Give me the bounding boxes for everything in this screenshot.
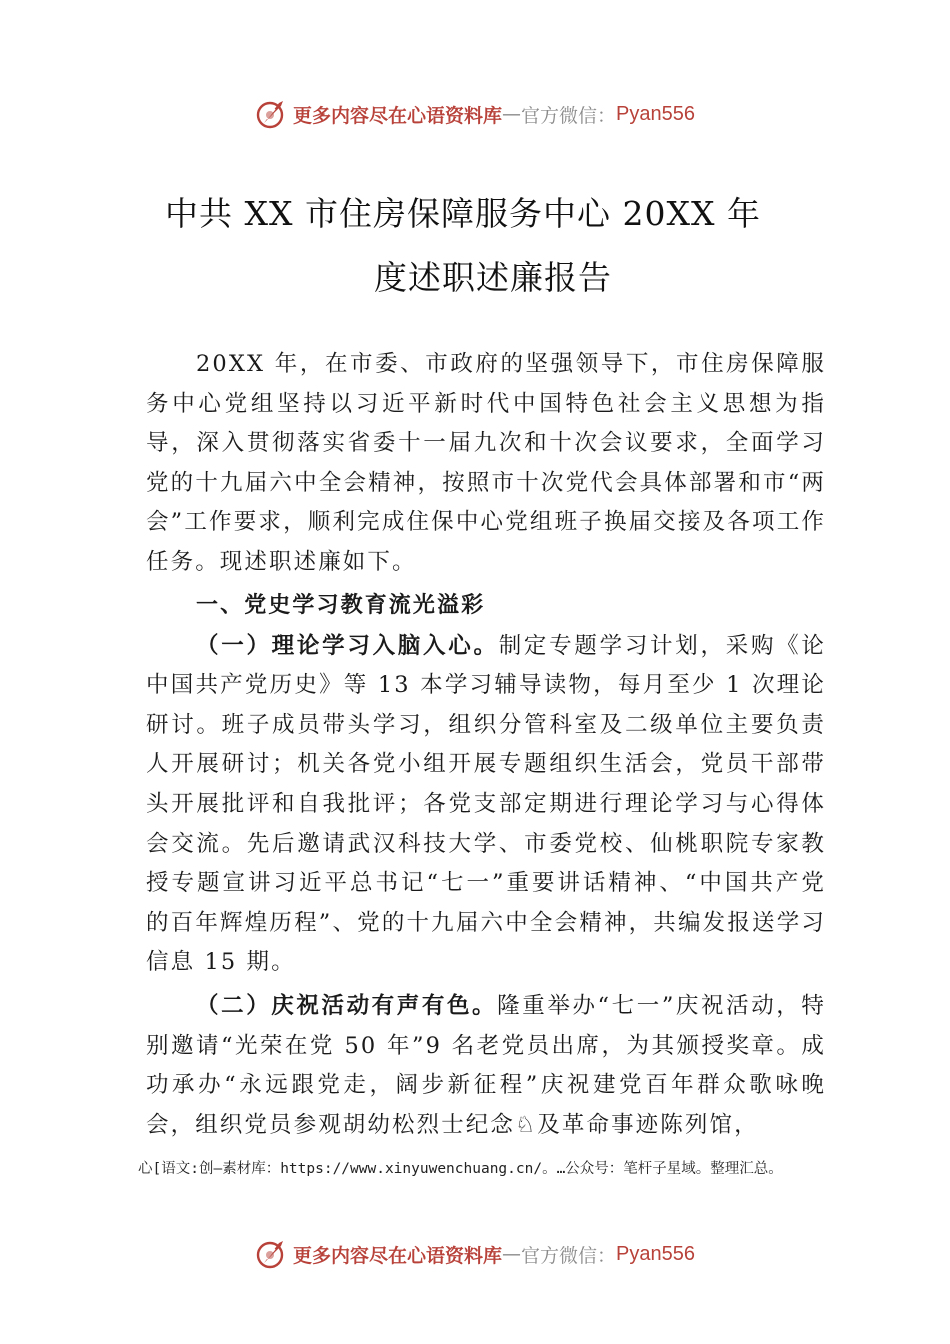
subsection-2-paragraph xyxy=(146,987,826,1145)
banner-wechat-id: Pyan556 xyxy=(616,1242,695,1265)
document-title-line2: 度述职述廉报告 xyxy=(374,258,612,297)
subsection-1-text: 制定专题学习计划，采购《论中国共产党历史》等 13 本学习辅导读物，每月至少 1 次理论研讨。班子成员带头学习，组织分管科室及二级单位主要负责人开展研讨；机关各党小组开展专题组织生活会，党员干部带头开展批评和自我批评；各党支部定期进行理论学习与心得体会交流。先后邀请武汉科技大学、市委党校、仙桃职院专家教授专题宣讲习近平总书记“七一”重要讲话精神、“中国共产党的百年辉煌历程”、党的十九届六中全会精神，共编发报送学习信息 15 期。 xyxy=(146,632,826,976)
document-title-line1: 中共 XX 市住房保障服务中心 20XX 年 xyxy=(165,194,761,233)
quill-seal-icon xyxy=(255,97,289,131)
document-body xyxy=(146,345,826,1145)
banner-dash: — xyxy=(502,1243,522,1265)
intro-paragraph: 20XX 年，在市委、市政府的坚强领导下，市住房保障服务中心党组坚持以习近平新时代中国特色社会主义思想为指导，深入贯彻落实省委十一届九次和十次会议要求，全面学习党的十九届六中全会精神，按照市十次党代会具体部署和市“两会”工作要求，顺利完成住保中心党组班子换届交接及各项工作任务。现述职述廉如下。 xyxy=(146,351,826,575)
footer-banner xyxy=(0,1236,950,1272)
footnote: 心[语文:创—素材库：https://www.xinyuwenchuang.cn/。…公众号：笔杆子星域。整理汇总。 xyxy=(138,1161,783,1177)
banner-wechat-id: Pyan556 xyxy=(616,102,695,125)
banner-grey-text: 官方微信： xyxy=(521,1244,617,1267)
header-banner xyxy=(0,96,950,132)
subsection-2-title: （二）庆祝活动有声有色。 xyxy=(196,992,498,1019)
subsection-1-paragraph xyxy=(146,627,826,983)
banner-dash: — xyxy=(502,103,522,125)
subsection-1-title: （一）理论学习入脑入心。 xyxy=(196,632,499,659)
section-heading-1: 一、党史学习教育流光溢彩 xyxy=(196,591,486,618)
banner-red-text: 更多内容尽在心语资料库 xyxy=(293,104,503,127)
banner-red-text: 更多内容尽在心语资料库 xyxy=(293,1244,503,1267)
subsection-2-text: 隆重举办“七一”庆祝活动，特别邀请“光荣在党 50 年”9 名老党员出席，为其颁授奖章。成功承办“永远跟党走，阔步新征程”庆祝建党百年群众歌咏晚会，组织党员参观胡幼松烈士纪念♘及革命事迹陈列馆， xyxy=(146,992,827,1138)
banner-grey-text: 官方微信： xyxy=(521,104,617,127)
quill-seal-icon xyxy=(255,1237,289,1271)
